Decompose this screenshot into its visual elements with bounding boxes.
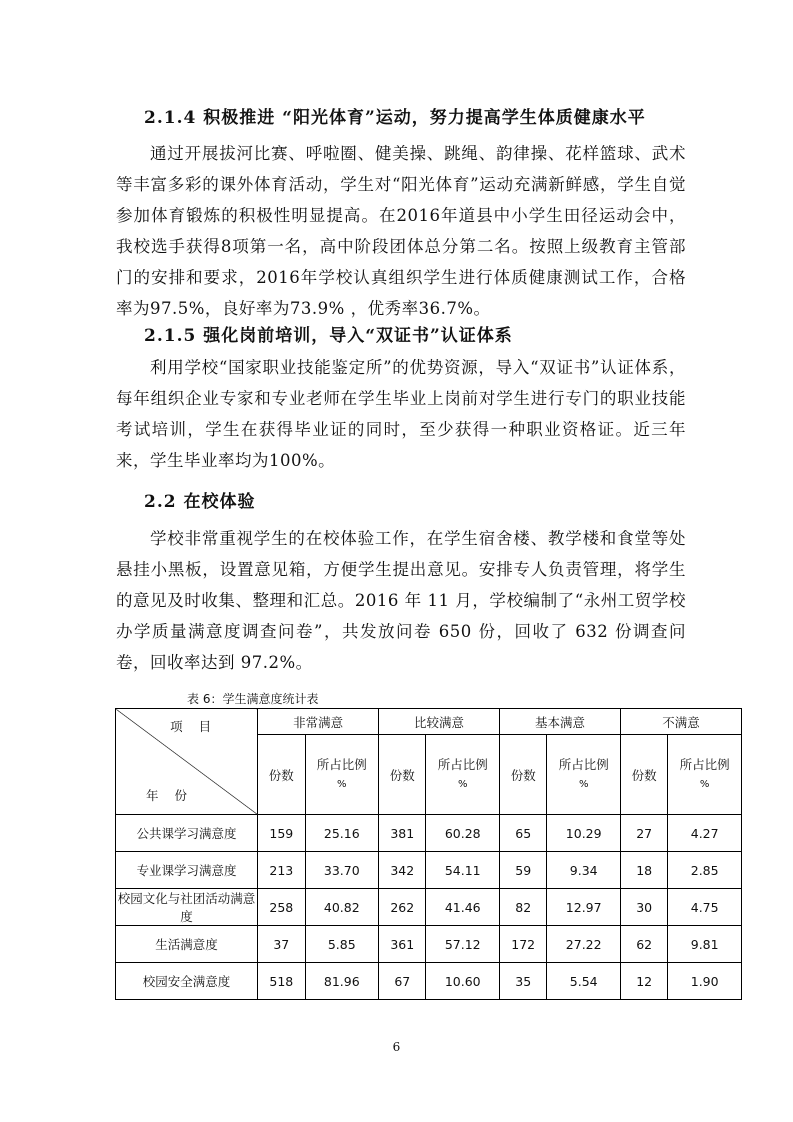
cell-count: 37 bbox=[258, 926, 305, 963]
cell-ratio: 10.60 bbox=[426, 963, 500, 1000]
table-header-row bbox=[116, 709, 742, 735]
paragraph-campus-experience: 学校非常重视学生的在校体验工作，在学生宿舍楼、教学楼和食堂等处悬挂小黑板，设置意见箱，方便学生提出意见。安排专人负责管理，将学生的意见及时收集、整理和汇总。2016 年 11 月，学校编制了“永州工贸学校办学质量满意度调查问卷”，共发放问卷 650 份，回收了 632 份调查问卷，回收率达到 97.2%。 bbox=[116, 529, 686, 672]
cell-count: 59 bbox=[500, 852, 547, 889]
cell-ratio: 5.85 bbox=[305, 926, 379, 963]
section-heading-2-1-5: 2.1.5 强化岗前培训，导入“双证书”认证体系 bbox=[144, 326, 513, 346]
cell-count: 82 bbox=[500, 889, 547, 926]
cell-count: 65 bbox=[500, 815, 547, 852]
cell-ratio: 5.54 bbox=[547, 963, 621, 1000]
subheader-ratio-label: 所占比例 bbox=[679, 756, 730, 772]
cell-count: 67 bbox=[379, 963, 426, 1000]
cell-count: 12 bbox=[620, 963, 667, 1000]
cell-ratio: 40.82 bbox=[305, 889, 379, 926]
row-label: 校园文化与社团活动满意度 bbox=[116, 889, 258, 926]
cell-ratio: 60.28 bbox=[426, 815, 500, 852]
table-corner-cell bbox=[116, 709, 258, 815]
cell-count: 18 bbox=[620, 852, 667, 889]
row-label: 生活满意度 bbox=[116, 926, 258, 963]
row-label: 专业课学习满意度 bbox=[116, 852, 258, 889]
subheader-count: 份数 bbox=[258, 735, 305, 815]
cell-count: 27 bbox=[620, 815, 667, 852]
row-label: 公共课学习满意度 bbox=[116, 815, 258, 852]
subheader-ratio bbox=[426, 735, 500, 815]
subheader-ratio-label: 所占比例 bbox=[437, 756, 488, 772]
cell-count: 258 bbox=[258, 889, 305, 926]
subheader-ratio bbox=[668, 735, 742, 815]
cell-ratio: 4.27 bbox=[668, 815, 742, 852]
cell-ratio: 25.16 bbox=[305, 815, 379, 852]
table-row bbox=[116, 926, 742, 963]
cell-count: 262 bbox=[379, 889, 426, 926]
subheader-count: 份数 bbox=[500, 735, 547, 815]
group-header: 比较满意 bbox=[379, 709, 500, 735]
corner-label-year: 年份 bbox=[146, 788, 204, 803]
cell-ratio: 12.97 bbox=[547, 889, 621, 926]
group-header: 不满意 bbox=[620, 709, 741, 735]
cell-ratio: 41.46 bbox=[426, 889, 500, 926]
group-header: 基本满意 bbox=[500, 709, 621, 735]
table-row bbox=[116, 815, 742, 852]
table-caption: 表 6：学生满意度统计表 bbox=[187, 692, 319, 706]
cell-ratio: 9.34 bbox=[547, 852, 621, 889]
cell-count: 62 bbox=[620, 926, 667, 963]
subheader-ratio-label: 所占比例 bbox=[558, 756, 609, 772]
section-heading-2-1-4: 2.1.4 积极推进 “阳光体育”运动，努力提高学生体质健康水平 bbox=[144, 108, 646, 128]
group-header: 非常满意 bbox=[258, 709, 379, 735]
cell-ratio: 57.12 bbox=[426, 926, 500, 963]
cell-ratio: 2.85 bbox=[668, 852, 742, 889]
cell-count: 342 bbox=[379, 852, 426, 889]
cell-count: 35 bbox=[500, 963, 547, 1000]
cell-ratio: 33.70 bbox=[305, 852, 379, 889]
subheader-ratio bbox=[547, 735, 621, 815]
corner-label-item: 项目 bbox=[170, 719, 228, 734]
cell-count: 30 bbox=[620, 889, 667, 926]
cell-ratio: 1.90 bbox=[668, 963, 742, 1000]
table-row bbox=[116, 852, 742, 889]
subheader-count: 份数 bbox=[379, 735, 426, 815]
cell-ratio: 9.81 bbox=[668, 926, 742, 963]
subheader-ratio bbox=[305, 735, 379, 815]
cell-count: 381 bbox=[379, 815, 426, 852]
satisfaction-table bbox=[115, 708, 742, 1000]
cell-ratio: 10.29 bbox=[547, 815, 621, 852]
subheader-ratio-label: 所占比例 bbox=[316, 756, 367, 772]
section-heading-2-2: 2.2 在校体验 bbox=[144, 492, 256, 512]
subheader-percent-sign: % bbox=[337, 778, 347, 790]
page-number: 6 bbox=[392, 1040, 401, 1054]
cell-ratio: 81.96 bbox=[305, 963, 379, 1000]
cell-count: 361 bbox=[379, 926, 426, 963]
cell-count: 159 bbox=[258, 815, 305, 852]
subheader-percent-sign: % bbox=[699, 778, 710, 790]
subheader-count: 份数 bbox=[620, 735, 667, 815]
cell-ratio: 27.22 bbox=[547, 926, 621, 963]
paragraph-dual-certificate: 利用学校“国家职业技能鉴定所”的优势资源，导入“双证书”认证体系，每年组织企业专家和专业老师在学生毕业上岗前对学生进行专门的职业技能考试培训，学生在获得毕业证的同时，至少获得一种职业资格证。近三年来，学生毕业率均为100%。 bbox=[116, 358, 686, 470]
cell-ratio: 54.11 bbox=[426, 852, 500, 889]
cell-ratio: 4.75 bbox=[668, 889, 742, 926]
cell-count: 518 bbox=[258, 963, 305, 1000]
row-label: 校园安全满意度 bbox=[116, 963, 258, 1000]
table-row bbox=[116, 963, 742, 1000]
paragraph-sunshine-sports: 通过开展拔河比赛、呼啦圈、健美操、跳绳、韵律操、花样篮球、武术等丰富多彩的课外体育活动，学生对“阳光体育”运动充满新鲜感，学生自觉参加体育锻炼的积极性明显提高。在2016年道县中小学生田径运动会中，我校选手获得8项第一名，高中阶段团体总分第二名。按照上级教育主管部门的安排和要求，2016年学校认真组织学生进行体质健康测试工作，合格率为97.5%，良好率为73.9% ，优秀率36.7%。 bbox=[116, 144, 686, 318]
cell-count: 172 bbox=[500, 926, 547, 963]
subheader-percent-sign: % bbox=[457, 778, 468, 790]
cell-count: 213 bbox=[258, 852, 305, 889]
subheader-percent-sign: % bbox=[578, 778, 589, 790]
table-row bbox=[116, 889, 742, 926]
